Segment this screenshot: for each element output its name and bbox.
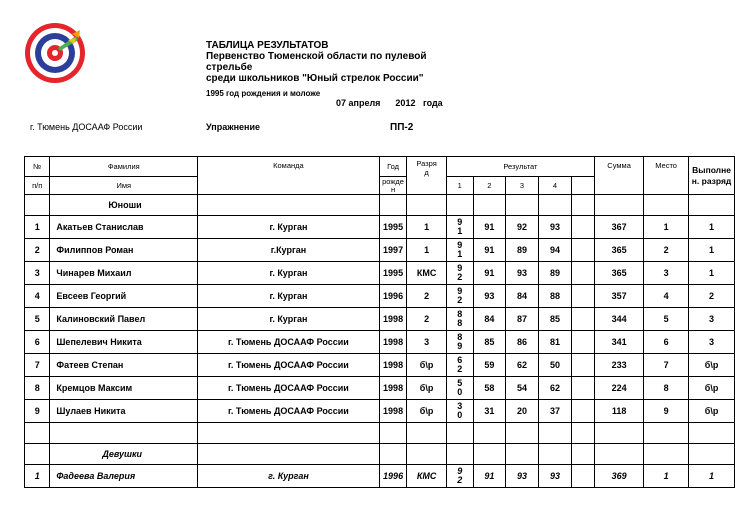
shot-1-value <box>446 262 473 285</box>
shot-1-digit-1: 9 <box>457 466 463 476</box>
team-name: г. Тюмень ДОСААФ России <box>198 354 379 377</box>
done-rank-value: 1 <box>689 262 735 285</box>
col-team: Команда <box>198 157 379 195</box>
birth-year: 1998 <box>379 377 407 400</box>
col-shot-4: 4 <box>538 177 571 195</box>
team-name: г. Курган <box>198 262 379 285</box>
sum-value: 357 <box>595 285 644 308</box>
table-row <box>25 262 735 285</box>
sum-value: 233 <box>595 354 644 377</box>
section-cell-blank <box>198 444 379 465</box>
section-cell-blank <box>446 444 473 465</box>
table-row <box>25 400 735 423</box>
section-cell-blank <box>473 195 505 216</box>
doc-heading-line1: Первенство Тюменской области по пулевой <box>206 51 427 62</box>
section-cell-blank <box>538 195 571 216</box>
doc-place: г. Тюмень ДОСААФ России <box>30 122 143 132</box>
shot-1-digit-2: 2 <box>457 364 463 374</box>
shot-4-value: 94 <box>538 239 571 262</box>
athlete-name: Фатеев Степан <box>50 354 198 377</box>
done-rank-value: б\р <box>689 377 735 400</box>
section-cell-blank <box>595 444 644 465</box>
table-row <box>25 308 735 331</box>
shot-4-value: 93 <box>538 465 571 488</box>
shot-1-value <box>446 216 473 239</box>
rank-value: КМС <box>407 262 446 285</box>
shot-1-digit-1: 9 <box>457 217 463 227</box>
sum-value: 367 <box>595 216 644 239</box>
shot-3-value: 93 <box>505 262 538 285</box>
row-number: 9 <box>25 400 50 423</box>
shot-1-value <box>446 377 473 400</box>
shot-2-value: 58 <box>473 377 505 400</box>
col-done <box>689 157 735 195</box>
girls-rows <box>25 465 735 488</box>
col-rank-bot: д <box>424 168 429 177</box>
birth-year: 1998 <box>379 354 407 377</box>
shot-1-digit-2: 2 <box>457 295 463 305</box>
col-year-top: Год <box>379 157 407 177</box>
section-cell-blank <box>473 444 505 465</box>
shot-3-value: 54 <box>505 377 538 400</box>
shot-1-digit-2: 1 <box>457 226 463 236</box>
shot-3-value: 86 <box>505 331 538 354</box>
shot-4-value: 37 <box>538 400 571 423</box>
table-row <box>25 216 735 239</box>
shot-2-value: 93 <box>473 285 505 308</box>
shot-4-value: 85 <box>538 308 571 331</box>
table-row <box>25 465 735 488</box>
athlete-name: Чинарев Михаил <box>50 262 198 285</box>
birth-year: 1998 <box>379 308 407 331</box>
row-number: 4 <box>25 285 50 308</box>
place-value: 9 <box>644 400 689 423</box>
col-shot-blank <box>572 177 595 195</box>
col-rank <box>407 157 446 195</box>
shot-blank <box>572 331 595 354</box>
shot-2-value: 59 <box>473 354 505 377</box>
shot-1-value <box>446 239 473 262</box>
shot-blank <box>572 239 595 262</box>
team-name: г. Тюмень ДОСААФ России <box>198 400 379 423</box>
exercise-value: ПП-2 <box>390 122 414 133</box>
section-cell-blank <box>407 195 446 216</box>
logo-target-icon <box>24 22 86 84</box>
shot-1-digit-1: 9 <box>457 263 463 273</box>
place-value: 3 <box>644 262 689 285</box>
col-place: Место <box>644 157 689 195</box>
table-row <box>25 239 735 262</box>
section-boys-label: Юноши <box>50 195 198 216</box>
section-cell-blank <box>689 444 735 465</box>
shot-3-value: 84 <box>505 285 538 308</box>
section-cell-blank <box>25 444 50 465</box>
athlete-name: Шепелевич Никита <box>50 331 198 354</box>
col-done-bot: н. разряд <box>691 175 732 186</box>
done-rank-value: 3 <box>689 308 735 331</box>
section-cell-blank <box>644 444 689 465</box>
shot-1-digit-2: 0 <box>457 387 463 397</box>
shot-1-value <box>446 465 473 488</box>
sum-value: 344 <box>595 308 644 331</box>
sum-value: 118 <box>595 400 644 423</box>
shot-1-digit-2: 9 <box>457 341 463 351</box>
row-number: 1 <box>25 216 50 239</box>
athlete-name: Фадеева Валерия <box>50 465 198 488</box>
boys-rows <box>25 216 735 423</box>
row-number: 8 <box>25 377 50 400</box>
shot-4-value: 88 <box>538 285 571 308</box>
team-name: г. Тюмень ДОСААФ России <box>198 377 379 400</box>
birth-year: 1995 <box>379 262 407 285</box>
shot-2-value: 91 <box>473 262 505 285</box>
shot-blank <box>572 216 595 239</box>
shot-3-value: 89 <box>505 239 538 262</box>
doc-title: ТАБЛИЦА РЕЗУЛЬТАТОВ <box>206 40 329 51</box>
sum-value: 369 <box>595 465 644 488</box>
rank-value: б\р <box>407 400 446 423</box>
done-rank-value: 3 <box>689 331 735 354</box>
shot-1-digit-1: 8 <box>457 309 463 319</box>
shot-2-value: 91 <box>473 239 505 262</box>
shot-4-value: 89 <box>538 262 571 285</box>
shot-1-digit-2: 2 <box>457 475 463 485</box>
section-cell-blank <box>689 195 735 216</box>
shot-2-value: 91 <box>473 465 505 488</box>
col-result: Результат <box>446 157 594 177</box>
shot-2-value: 91 <box>473 216 505 239</box>
shot-2-value: 84 <box>473 308 505 331</box>
rank-value: б\р <box>407 377 446 400</box>
doc-heading-line3: среди школьников "Юный стрелок России" <box>206 73 424 84</box>
done-rank-value: 1 <box>689 239 735 262</box>
section-cell-blank <box>572 444 595 465</box>
section-cell-blank <box>595 195 644 216</box>
col-sum: Сумма <box>595 157 644 195</box>
done-rank-value: 1 <box>689 465 735 488</box>
spacer-row <box>25 423 735 444</box>
shot-3-value: 92 <box>505 216 538 239</box>
shot-4-value: 62 <box>538 377 571 400</box>
shot-4-value: 81 <box>538 331 571 354</box>
row-number: 6 <box>25 331 50 354</box>
shot-1-value <box>446 285 473 308</box>
col-year-mid: рожде <box>382 176 404 186</box>
place-value: 6 <box>644 331 689 354</box>
col-surname: Фамилия <box>50 157 198 177</box>
doc-date: 07 апреля 2012 года <box>336 98 443 108</box>
athlete-name: Евсеев Георгий <box>50 285 198 308</box>
shot-1-value <box>446 400 473 423</box>
section-girls-label: Девушки <box>50 444 198 465</box>
row-number: 1 <box>25 465 50 488</box>
sum-value: 365 <box>595 262 644 285</box>
shot-1-digit-1: 5 <box>457 378 463 388</box>
section-cell-blank <box>25 195 50 216</box>
table-row <box>25 377 735 400</box>
shot-blank <box>572 465 595 488</box>
sum-value: 365 <box>595 239 644 262</box>
rank-value: 1 <box>407 216 446 239</box>
section-cell-blank <box>644 195 689 216</box>
place-value: 8 <box>644 377 689 400</box>
athlete-name: Филиппов Роман <box>50 239 198 262</box>
rank-value: КМС <box>407 465 446 488</box>
place-value: 1 <box>644 465 689 488</box>
table-row <box>25 331 735 354</box>
place-value: 5 <box>644 308 689 331</box>
shot-1-value <box>446 308 473 331</box>
shot-blank <box>572 308 595 331</box>
done-rank-value: б\р <box>689 400 735 423</box>
team-name: г. Курган <box>198 216 379 239</box>
col-num-bottom: п/п <box>25 177 50 195</box>
shot-blank <box>572 377 595 400</box>
shot-blank <box>572 400 595 423</box>
done-rank-value: 2 <box>689 285 735 308</box>
shot-2-value: 85 <box>473 331 505 354</box>
col-name: Имя <box>50 177 198 195</box>
shot-1-digit-1: 3 <box>457 401 463 411</box>
shot-1-value <box>446 354 473 377</box>
col-done-top: Выполне <box>692 164 731 175</box>
row-number: 3 <box>25 262 50 285</box>
row-number: 5 <box>25 308 50 331</box>
section-cell-blank <box>446 195 473 216</box>
birth-year: 1998 <box>379 400 407 423</box>
sum-value: 224 <box>595 377 644 400</box>
birth-year: 1996 <box>379 465 407 488</box>
shot-1-digit-1: 9 <box>457 240 463 250</box>
birth-year: 1998 <box>379 331 407 354</box>
shot-2-value: 31 <box>473 400 505 423</box>
shot-blank <box>572 285 595 308</box>
shot-1-digit-2: 1 <box>457 249 463 259</box>
shot-1-digit-2: 0 <box>457 410 463 420</box>
col-rank-top: Разря <box>416 159 437 168</box>
shot-4-value: 93 <box>538 216 571 239</box>
doc-subtitle: 1995 год рождения и моложе <box>206 89 321 98</box>
col-num-top: № <box>25 157 50 177</box>
section-cell-blank <box>379 444 407 465</box>
col-year-bottom <box>379 177 407 195</box>
section-cell-blank <box>505 444 538 465</box>
team-name: г. Курган <box>198 285 379 308</box>
shot-4-value: 50 <box>538 354 571 377</box>
athlete-name: Шулаев Никита <box>50 400 198 423</box>
section-cell-blank <box>505 195 538 216</box>
rank-value: 3 <box>407 331 446 354</box>
col-shot-1: 1 <box>446 177 473 195</box>
shot-3-value: 62 <box>505 354 538 377</box>
results-table <box>24 156 735 488</box>
section-cell-blank <box>538 444 571 465</box>
athlete-name: Кремцов Максим <box>50 377 198 400</box>
section-cell-blank <box>407 444 446 465</box>
athlete-name: Акатьев Станислав <box>50 216 198 239</box>
place-value: 2 <box>644 239 689 262</box>
table-row <box>25 285 735 308</box>
team-name: г.Курган <box>198 239 379 262</box>
done-rank-value: б\р <box>689 354 735 377</box>
team-name: г. Курган <box>198 308 379 331</box>
shot-1-digit-1: 9 <box>457 286 463 296</box>
place-value: 4 <box>644 285 689 308</box>
doc-heading-line2: стрельбе <box>206 62 253 73</box>
table-row <box>25 354 735 377</box>
col-shot-2: 2 <box>473 177 505 195</box>
row-number: 7 <box>25 354 50 377</box>
team-name: г. Тюмень ДОСААФ России <box>198 331 379 354</box>
shot-1-value <box>446 331 473 354</box>
col-shot-3: 3 <box>505 177 538 195</box>
rank-value: 1 <box>407 239 446 262</box>
done-rank-value: 1 <box>689 216 735 239</box>
shot-3-value: 20 <box>505 400 538 423</box>
section-cell-blank <box>572 195 595 216</box>
sum-value: 341 <box>595 331 644 354</box>
shot-1-digit-2: 2 <box>457 272 463 282</box>
exercise-label: Упражнение <box>206 122 260 132</box>
birth-year: 1995 <box>379 216 407 239</box>
shot-3-value: 93 <box>505 465 538 488</box>
place-value: 7 <box>644 354 689 377</box>
team-name: г. Курган <box>198 465 379 488</box>
birth-year: 1997 <box>379 239 407 262</box>
rank-value: б\р <box>407 354 446 377</box>
shot-1-digit-1: 6 <box>457 355 463 365</box>
section-cell-blank <box>379 195 407 216</box>
shot-blank <box>572 262 595 285</box>
col-year-bot: н <box>390 184 396 194</box>
shot-blank <box>572 354 595 377</box>
section-cell-blank <box>198 195 379 216</box>
shot-1-digit-1: 8 <box>457 332 463 342</box>
birth-year: 1996 <box>379 285 407 308</box>
row-number: 2 <box>25 239 50 262</box>
rank-value: 2 <box>407 308 446 331</box>
place-value: 1 <box>644 216 689 239</box>
shot-3-value: 87 <box>505 308 538 331</box>
shot-1-digit-2: 8 <box>457 318 463 328</box>
rank-value: 2 <box>407 285 446 308</box>
athlete-name: Калиновский Павел <box>50 308 198 331</box>
